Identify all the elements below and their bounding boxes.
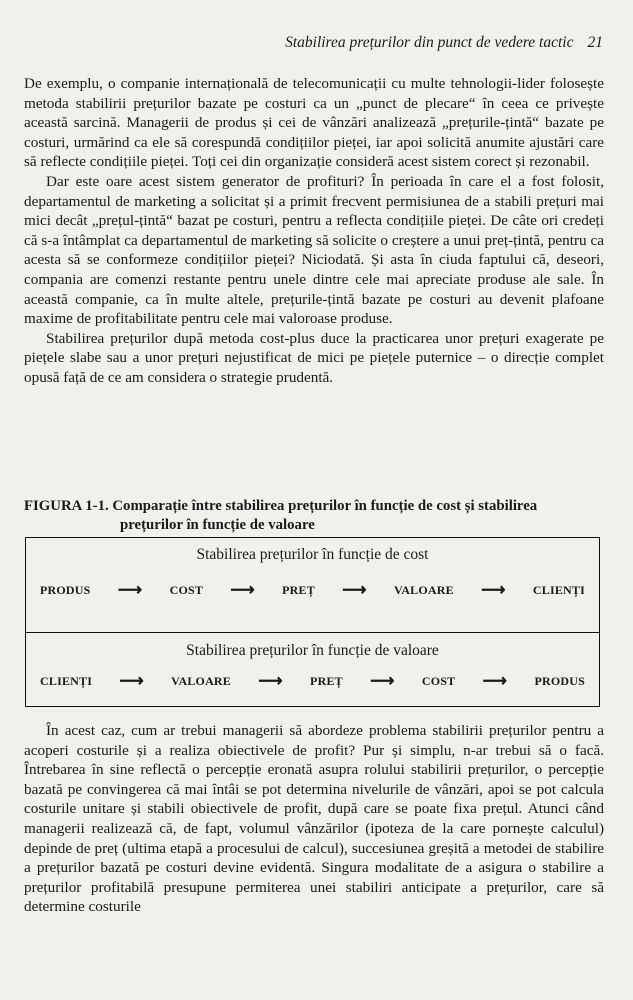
flow-step: PREȚ [310,673,343,688]
figure-bottom-title: Stabilirea prețurilor în funcție de valoare [186,642,439,659]
paragraph-4: În acest caz, cum ar trebui managerii să abordeze problema stabilirii prețurilor pentru a acoperi costurile și a realiza obiectivele de profit? Pur și simplu, n-ar trebui să o facă. Întrebarea în sine reflectă o percepție eronată asupra rolului stabilirii prețurilor, o percepție bazată pe convingerea că mai întâi se pot determina nivelurile de vânzări, apoi se pot calcula costurile unitare și stabili obiectivele de profit, după care se poate fixa prețul. Atunci când managerii realizează că, de fapt, volumul vânzărilor (ipoteza de la care pornește calculul) depinde de preț (ultima etapă a procesului de calcul), succesiunea greșită a metodei de stabilire a prețurilor bazată pe costuri devine evidentă. Singura modalitate de a asigura o stabilire a prețurilor profitabilă presupune permiterea unei stabiliri anticipate a prețurilor, care să determine costurile [24,722,604,916]
right-arrow-icon: ⟶ [342,580,367,599]
right-arrow-icon: ⟶ [481,580,506,599]
body-text-top [24,74,604,388]
flow-step: VALOARE [393,582,454,597]
figure-caption-line-2: prețurilor în funcție de valoare [120,517,315,533]
figure-top-title: Stabilirea prețurilor în funcție de cost [196,546,429,563]
right-arrow-icon: ⟶ [370,671,395,690]
right-arrow-icon: ⟶ [258,671,283,690]
flow-step: CLIENȚI [40,673,93,688]
right-arrow-icon: ⟶ [230,580,255,599]
right-arrow-icon: ⟶ [117,580,143,599]
paragraph-2: Dar este oare acest sistem generator de profituri? În perioada în care el a fost folosit, departamentul de marketing a solicitat și a primit frecvent permisiunea de a stabili prețuri mai mici decât „prețul-țintă“ bazat pe costuri, pentru a reflecta condițiile pieței. De câte ori credeți că s-a întâmplat ca departamentul de marketing să solicite o creștere a unui preț-țintă, pentru ca acesta să se conformeze condițiilor pieței? Niciodată. Și asta în ciuda faptului că, deseori, compania are comenzi restante pentru unele dintre cele mai apreciate produse ale sale. În această companie, ca în multe altele, prețurile-țintă bazate pe costuri au devenit plafoane maxime de profitabilitate pentru cele mai valoroase produse. [24,172,604,328]
flow-step: COST [169,582,204,597]
right-arrow-icon: ⟶ [119,671,144,690]
running-header-title: Stabilirea prețurilor din punct de vedere tactic [285,34,574,51]
right-arrow-icon: ⟶ [482,671,508,690]
flow-step: PRODUS [40,582,91,597]
paragraph-3: Stabilirea prețurilor după metoda cost-plus duce la practicarea unor prețuri exagerate pe piețele slabe sau a unor prețuri nejustificat de mici pe piețele puternice – o direcție complet opusă față de ce am considera o strategie prudentă. [24,329,604,386]
paragraph-1: De exemplu, o companie internațională de telecomunicații cu multe tehnologii-lider folosește metoda stabilirii prețurilor bazate pe costuri ca un „punct de plecare“ în ceea ce privește această sarcină. Managerii de produs și cei de vânzări analizează „prețurile-țintă“ bazate pe costuri, urmărind ca ele să corespundă condițiilor pieței, iar apoi solicită anumite ajustări care să reflecte condițiile pieței. Toți cei din organizație consideră acest sistem corect și rezonabil. [24,75,604,171]
value-based-flow [40,671,585,691]
figure-caption [24,497,609,535]
figure-box [25,537,600,707]
body-text-bottom [24,721,604,917]
flow-step: VALOARE [171,673,231,688]
flow-step: COST [421,673,456,688]
cost-based-flow [40,580,585,600]
page-number: 21 [587,34,603,51]
figure-divider [26,632,599,633]
flow-step: PREȚ [282,582,315,597]
flow-step: PRODUS [534,673,585,688]
flow-step: CLIENȚI [532,582,585,597]
figure-caption-line-1: FIGURA 1-1. Comparație între stabilirea prețurilor în funcție de cost și stabilirea [24,498,538,514]
running-header [30,34,603,52]
